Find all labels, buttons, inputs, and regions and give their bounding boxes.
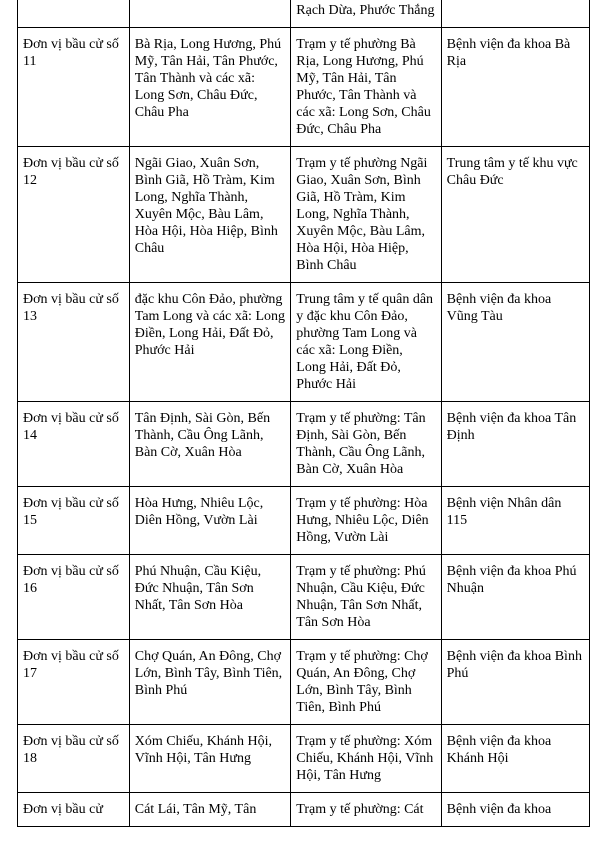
table-row [18, 555, 590, 640]
areas-cell: Xóm Chiếu, Khánh Hội, Vĩnh Hội, Tân Hưng [129, 725, 291, 793]
unit-cell: Đơn vị bầu cử số 18 [18, 725, 130, 793]
hospital-cell: Bệnh viện đa khoa Tân Định [441, 402, 589, 487]
table-row [18, 147, 590, 283]
station-cell: Trung tâm y tế quân dân y đặc khu Côn Đảo, phường Tam Long và các xã: Long Điền, Long Hải, Đất Đỏ, Phước Hải [291, 283, 441, 402]
table-row [18, 725, 590, 793]
unit-cell: Đơn vị bầu cử số 15 [18, 487, 130, 555]
station-cell: Trạm y tế phường: Hòa Hưng, Nhiêu Lộc, Diên Hồng, Vườn Lài [291, 487, 441, 555]
hospital-cell [441, 0, 589, 28]
station-cell: Trạm y tế phường Bà Rịa, Long Hương, Phú Mỹ, Tân Hải, Tân Phước, Tân Thành và các xã: Long Sơn, Châu Đức, Châu Pha [291, 28, 441, 147]
table-row [18, 793, 590, 827]
areas-cell: Cát Lái, Tân Mỹ, Tân [129, 793, 291, 827]
station-cell: Trạm y tế phường: Chợ Quán, An Đông, Chợ Lớn, Bình Tây, Bình Tiên, Bình Phú [291, 640, 441, 725]
areas-cell: Hòa Hưng, Nhiêu Lộc, Diên Hồng, Vườn Lài [129, 487, 291, 555]
table-row [18, 640, 590, 725]
table-body [18, 0, 590, 827]
unit-cell: Đơn vị bầu cử [18, 793, 130, 827]
unit-cell: Đơn vị bầu cử số 12 [18, 147, 130, 283]
hospital-cell: Trung tâm y tế khu vực Châu Đức [441, 147, 589, 283]
table-row [18, 28, 590, 147]
unit-cell: Đơn vị bầu cử số 13 [18, 283, 130, 402]
station-cell: Trạm y tế phường: Xóm Chiếu, Khánh Hội, Vĩnh Hội, Tân Hưng [291, 725, 441, 793]
hospital-cell: Bệnh viện đa khoa [441, 793, 589, 827]
unit-cell: Đơn vị bầu cử số 16 [18, 555, 130, 640]
station-cell: Trạm y tế phường: Cát [291, 793, 441, 827]
areas-cell: Ngãi Giao, Xuân Sơn, Bình Giã, Hồ Tràm, Kim Long, Nghĩa Thành, Xuyên Mộc, Bàu Lâm, Hòa Hội, Hòa Hiệp, Bình Châu [129, 147, 291, 283]
hospital-cell: Bệnh viện đa khoa Bà Rịa [441, 28, 589, 147]
unit-cell: Đơn vị bầu cử số 11 [18, 28, 130, 147]
station-cell: Trạm y tế phường: Tân Định, Sài Gòn, Bến Thành, Cầu Ông Lãnh, Bàn Cờ, Xuân Hòa [291, 402, 441, 487]
hospital-cell: Bệnh viện đa khoa Vũng Tàu [441, 283, 589, 402]
station-cell: Trạm y tế phường: Phú Nhuận, Cầu Kiệu, Đức Nhuận, Tân Sơn Nhất, Tân Sơn Hòa [291, 555, 441, 640]
areas-cell: Chợ Quán, An Đông, Chợ Lớn, Bình Tây, Bình Tiên, Bình Phú [129, 640, 291, 725]
station-cell: Trạm y tế phường Ngãi Giao, Xuân Sơn, Bình Giã, Hồ Tràm, Kim Long, Nghĩa Thành, Xuyên Mộc, Bàu Lâm, Hòa Hội, Hòa Hiệp, Bình Châu [291, 147, 441, 283]
unit-cell: Đơn vị bầu cử số 14 [18, 402, 130, 487]
hospital-cell: Bệnh viện đa khoa Phú Nhuận [441, 555, 589, 640]
station-cell: Rạch Dừa, Phước Thắng [291, 0, 441, 28]
areas-cell: đặc khu Côn Đảo, phường Tam Long và các xã: Long Điền, Long Hải, Đất Đỏ, Phước Hải [129, 283, 291, 402]
hospital-cell: Bệnh viện đa khoa Khánh Hội [441, 725, 589, 793]
table-row [18, 402, 590, 487]
table-row [18, 283, 590, 402]
areas-cell: Tân Định, Sài Gòn, Bến Thành, Cầu Ông Lãnh, Bàn Cờ, Xuân Hòa [129, 402, 291, 487]
table-row [18, 0, 590, 28]
election-units-table [17, 0, 590, 827]
areas-cell [129, 0, 291, 28]
hospital-cell: Bệnh viện đa khoa Bình Phú [441, 640, 589, 725]
hospital-cell: Bệnh viện Nhân dân 115 [441, 487, 589, 555]
table-row [18, 487, 590, 555]
areas-cell: Bà Rịa, Long Hương, Phú Mỹ, Tân Hải, Tân Phước, Tân Thành và các xã: Long Sơn, Châu Đức, Châu Pha [129, 28, 291, 147]
areas-cell: Phú Nhuận, Cầu Kiệu, Đức Nhuận, Tân Sơn Nhất, Tân Sơn Hòa [129, 555, 291, 640]
unit-cell: Đơn vị bầu cử số 17 [18, 640, 130, 725]
unit-cell [18, 0, 130, 28]
